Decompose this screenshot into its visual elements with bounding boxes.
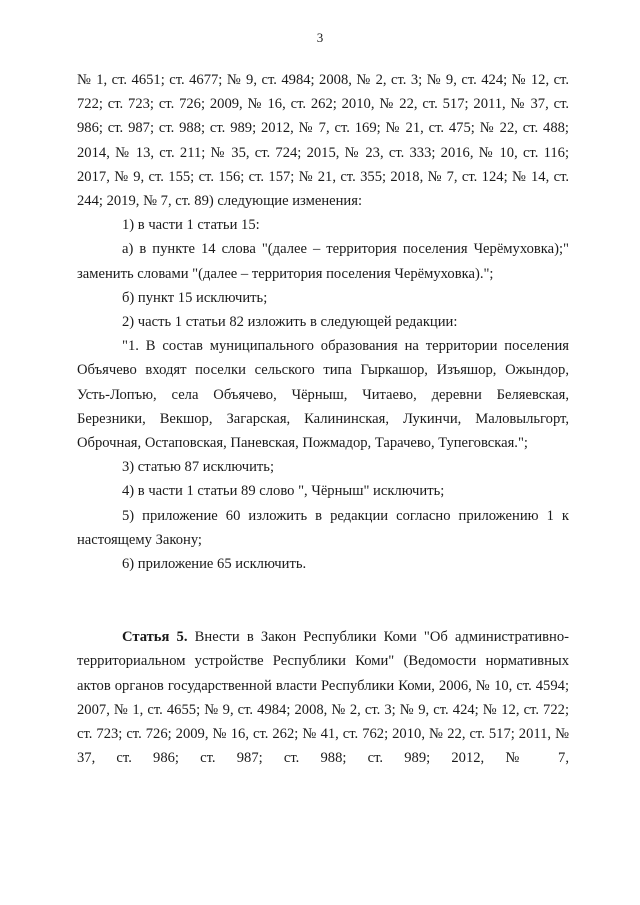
amendment-item-1: 1) в части 1 статьи 15: xyxy=(122,217,260,234)
amendment-item-1b: б) пункт 15 исключить; xyxy=(122,289,268,306)
amendment-item-1a: а) в пункте 14 слова "(далее – территория поселения Черёмуховка);" заменить словами "(далее – территория поселения Черёмуховка)."; xyxy=(77,241,569,282)
page-number: 3 xyxy=(316,30,324,45)
article-5-text: Внести в Закон Республики Коми "Об административно-территориальном устройстве Республики Коми" (Ведомости нормативных актов органов государственной власти Республики Коми, 2006, № 10, ст. 4594; 2007, № 1, ст. 4655; № 9, ст. 4984; 2008, № 2, ст. 3; № 9, ст. 424; № 12, ст. 722; ст. 723; ст. 726; 2009, № 16, ст. 262; № 41, ст. 762; 2010, № 22, ст. 517; 2011, № 37, ст. 986; ст. 987; ст. 988; ст. 989; 2012, № 7, xyxy=(77,629,569,767)
amendment-item-2: 2) часть 1 статьи 82 изложить в следующей редакции: xyxy=(122,314,458,331)
amendment-item-6: 6) приложение 65 исключить. xyxy=(122,556,307,573)
article-5-paragraph xyxy=(77,625,569,770)
amendment-item-5: 5) приложение 60 изложить в редакции согласно приложению 1 к настоящему Закону; xyxy=(77,507,569,548)
section-spacer xyxy=(77,576,569,625)
amendment-item-4: 4) в части 1 статьи 89 слово ", Чёрныш" исключить; xyxy=(122,483,445,500)
amendment-item-3: 3) статью 87 исключить; xyxy=(122,459,275,476)
article-5-heading: Статья 5. xyxy=(122,629,188,646)
document-body xyxy=(77,68,569,770)
continuation-paragraph: № 1, ст. 4651; ст. 4677; № 9, ст. 4984; 2008, № 2, ст. 3; № 9, ст. 424; № 12, ст. 722; ст. 723; ст. 726; 2009, № 16, ст. 262; 2010, № 22, ст. 517; 2011, № 37, ст. 986; ст. 987; ст. 988; ст. 989; 2012, № 7, ст. 169; № 21, ст. 475; № 22, ст. 488; 2014, № 13, ст. 211; № 35, ст. 724; 2015, № 23, ст. 333; 2016, № 10, ст. 116; 2017, № 9, ст. 155; ст. 156; ст. 157; № 21, ст. 355; 2018, № 7, ст. 124; № 14, ст. 244; 2019, № 7, ст. 89) следующие изменения: xyxy=(77,72,569,210)
amendment-quote-paragraph: "1. В состав муниципального образования на территории поселения Объячево входят поселки сельского типа Гыркашор, Изъяшор, Ожындор, Усть-Лопъю, села Объячево, Чёрныш, Читаево, деревни Беляевская, Березники, Векшор, Загарская, Калининская, Лукинчи, Маловыльгорт, Оброчная, Остаповская, Паневская, Пожмадор, Тарачево, Тупеговская."; xyxy=(77,338,569,452)
